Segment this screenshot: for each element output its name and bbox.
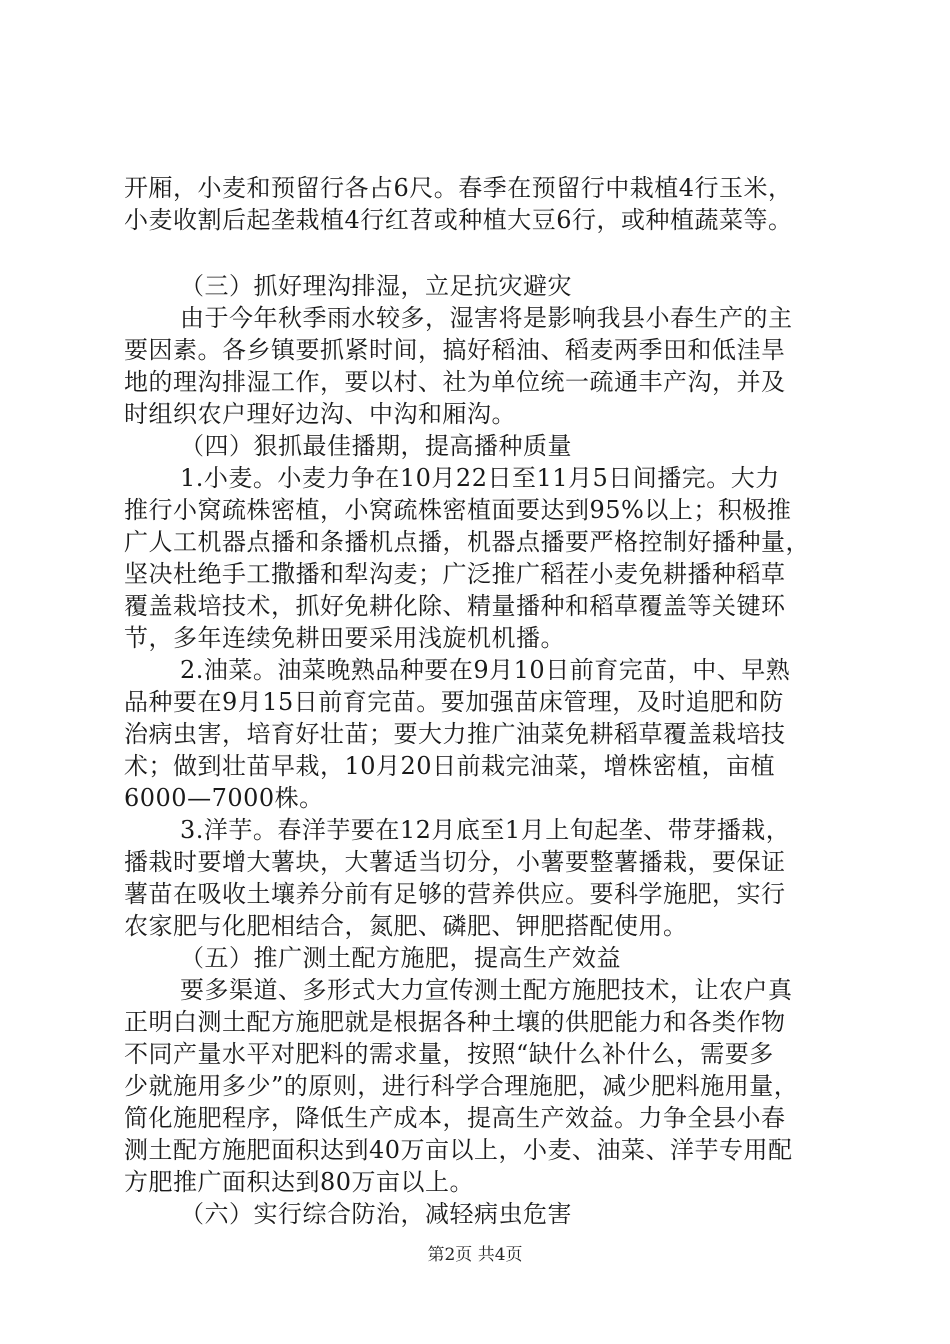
text-line: 推行小窝疏株密植，小窝疏株密植面要达到95%以上；积极推 [124, 496, 792, 524]
text-line: 6000—7000株。 [124, 784, 324, 812]
text-line: 坚决杜绝手工撒播和犁沟麦；广泛推广稻茬小麦免耕播种稻草 [124, 560, 786, 588]
text-line: 要多渠道、多形式大力宣传测土配方施肥技术，让农户真 [180, 976, 793, 1004]
section-heading-4: （四）狠抓最佳播期，提高播种质量 [180, 432, 572, 460]
text-line: 正明白测土配方施肥就是根据各种土壤的供肥能力和各类作物 [124, 1008, 786, 1036]
text-line: 时组织农户理好边沟、中沟和厢沟。 [124, 400, 516, 428]
text-line: 简化施肥程序，降低生产成本，提高生产效益。力争全县小春 [124, 1104, 786, 1132]
text-line: 少就施用多少”的原则，进行科学合理施肥，减少肥料施用量， [124, 1072, 799, 1100]
paragraph-section-5 [124, 974, 852, 1198]
section-heading-6: （六）实行综合防治，减轻病虫危害 [180, 1200, 572, 1228]
text-line: 要因素。各乡镇要抓紧时间，搞好稻油、稻麦两季田和低洼旱 [124, 336, 786, 364]
text-line: 薯苗在吸收土壤养分前有足够的营养供应。要科学施肥，实行 [124, 880, 786, 908]
text-line: 由于今年秋季雨水较多，湿害将是影响我县小春生产的主 [180, 304, 793, 332]
text-line: 术；做到壮苗早栽，10月20日前栽完油菜，增株密植，亩植 [124, 752, 776, 780]
text-line: 品种要在9月15日前育完苗。要加强苗床管理，及时追肥和防 [124, 688, 784, 716]
paragraph-wheat [124, 462, 852, 654]
paragraph-potato [124, 814, 852, 942]
text-line: 方肥推广面积达到80万亩以上。 [124, 1168, 475, 1196]
text-line: 小麦收割后起垄栽植4行红苕或种植大豆6行，或种植蔬菜等。 [124, 206, 793, 234]
section-heading-3: （三）抓好理沟排湿，立足抗灾避灾 [180, 272, 572, 300]
text-line: 测土配方施肥面积达到40万亩以上，小麦、油菜、洋芋专用配 [124, 1136, 793, 1164]
text-line: 3.洋芋。春洋芋要在12月底至1月上旬起垄、带芽播栽， [180, 816, 791, 844]
paragraph-intro [124, 172, 852, 236]
text-line: 地的理沟排湿工作，要以村、社为单位统一疏通丰产沟，并及 [124, 368, 786, 396]
text-line: 不同产量水平对肥料的需求量，按照“缺什么补什么，需要多 [124, 1040, 774, 1068]
text-line: 2.油菜。油菜晚熟品种要在9月10日前育完苗，中、早熟 [180, 656, 791, 684]
text-line: 节，多年连续免耕田要采用浅旋机机播。 [124, 624, 565, 652]
paragraph-gap [124, 236, 852, 270]
section-heading-5: （五）推广测土配方施肥，提高生产效益 [180, 944, 621, 972]
text-line: 1.小麦。小麦力争在10月22日至11月5日间播完。大力 [180, 464, 780, 492]
paragraph-section-3 [124, 302, 852, 430]
text-line: 农家肥与化肥相结合，氮肥、磷肥、钾肥搭配使用。 [124, 912, 688, 940]
text-line: 治病虫害，培育好壮苗；要大力推广油菜免耕稻草覆盖栽培技 [124, 720, 786, 748]
text-line: 开厢，小麦和预留行各占6尺。春季在预留行中栽植4行玉米， [124, 174, 793, 202]
page-number-footer: 第2页 共4页 [427, 1245, 523, 1265]
paragraph-rapeseed [124, 654, 852, 814]
text-line: 广人工机器点播和条播机点播，机器点播要严格控制好播种量， [124, 528, 810, 556]
text-line: 覆盖栽培技术，抓好免耕化除、精量播种和稻草覆盖等关键环 [124, 592, 786, 620]
document-body [124, 172, 852, 1230]
text-line: 播栽时要增大薯块，大薯适当切分，小薯要整薯播栽，要保证 [124, 848, 786, 876]
